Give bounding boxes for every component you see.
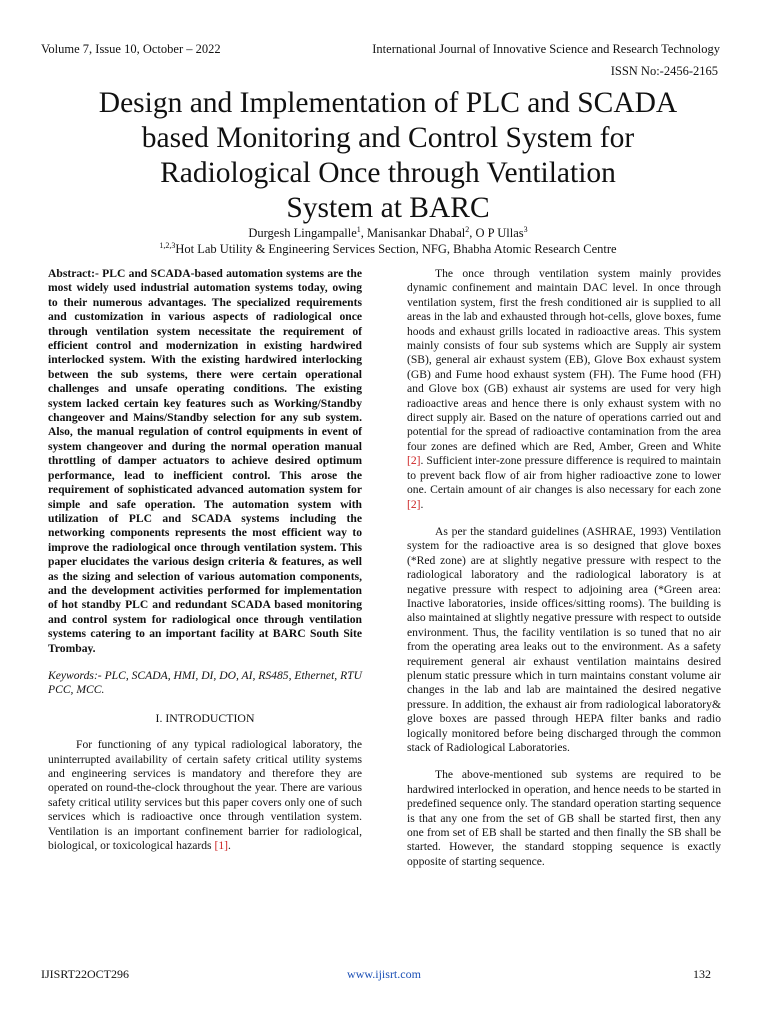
left-column	[48, 267, 362, 866]
abstract: Abstract:- PLC and SCADA-based automation systems are the most widely used industrial automation systems today, owing to their numerous advantages. The specialized requirements and customization in various aspects of radiological once through ventilation system necessitate the requirement of efficient control and modernization in existing hardwired interlocked system. With the existing hardwired interlocking between the sub systems, there were certain operational challenges and unsafe operating conditions. The existing system lacked certain key features such as Working/Standby changeover and Mains/Standby selection for any sub system. Also, the manual regulation of control equipments in event of system changeover and during the normal operation manual throttling of damper actuators to achieve desired optimum performance, lead to inefficient control. This arose the requirement of sophisticated advanced automation system for simple and safe operation. The automation system with utilization of PLC and SCADA systems including the networking components represents the most efficient way to improve the radiological once through ventilation system. This paper elucidates the various design criteria & features, as well as the sizing and selection of various automation components, and the development activities performed for implementation of hot standby PLC and redundant SCADA based monitoring and control system for radiological once through ventilation systems catering to an important facility at BARC South Site Trombay.	[48, 267, 362, 655]
section-heading-introduction: I. INTRODUCTION	[155, 710, 255, 725]
author-2: Manisankar Dhabal	[367, 226, 466, 240]
author-1: Durgesh Lingampalle	[248, 226, 357, 240]
keywords: Keywords:- PLC, SCADA, HMI, DI, DO, AI, RS485, Ethernet, RTU PCC, MCC.	[48, 668, 362, 697]
title-line-4: System at BARC	[286, 192, 490, 224]
header-journal: International Journal of Innovative Science and Research Technology	[372, 42, 720, 56]
intro-paragraph: For functioning of any typical radiological laboratory, the uninterrupted availability of certain safety critical utility systems and engineering services is mandatory and therefore they are operated on round-the-clock throughout the year. There are various safety critical utility services but this paper covers only one of such services which is radioactive once through ventilation system. Ventilation is an important confinement barrier for radiological, biological, or toxicological hazards [1].	[48, 738, 362, 853]
author-1-sup: 1	[356, 224, 361, 234]
body-text: The once through ventilation system mainly provides dynamic confinement and maintain DAC level. In once through ventilation system, first the fresh conditioned air is supplied to all areas in the lab and exhausted through hot-cells, glove boxes, fume hoods and exhaust grills located in radioactive areas. This system mainly consists of four sub systems which are Supply air system (SB), general air exhaust system (EB), Glove Box exhaust system (GB) and Fume hood exhaust system (FH). The Fume hood (FH) and Glove box (GB) exhaust air systems are used for very high radioactive areas and hence there is only exhaust system with no direct supply air. Based on the nature of operations carried out and potential for the spread of radioactive contamination from the area four zones are defined which are Red, Amber, Green and White	[407, 267, 721, 453]
author-3: O P Ullas	[475, 226, 524, 240]
body-paragraph: As per the standard guidelines (ASHRAE, 1993) Ventilation system for the radioactive area is so designed that glove boxes (*Red zone) are at slightly negative pressure with respect to the radiological laboratory and the radiological laboratory is at negative pressure with respect to adjoining area (*Green area: Inactive laboratories, inside offices/sitting rooms). The building is also maintained at slightly negative pressure with respect to outside environment. Thus, the facility ventilation is so tuned that no air from the operating area leaks out to the environment. As a safety requirement general air exhaust ventilation maintains desired plenum static pressure which in turn maintains constant volume air changes in the lab and lab are maintained the desired negative pressure. In addition, the exhaust air from radiological laboratory& glove boxes are passed through HEPA filter banks and radio logically monitored before being discharged through the common stack of Radiological Laboratories.	[407, 524, 721, 754]
body-paragraph: The once through ventilation system mainly provides dynamic confinement and maintain DAC level. In once through ventilation system, first the fresh conditioned air is supplied to all areas in the lab and exhausted through hot-cells, glove boxes, fume hoods and exhaust grills located in radioactive areas. This system mainly consists of four sub systems which are Supply air system (SB), general air exhaust system (EB), Glove Box exhaust system (GB) and Fume hood exhaust system (FH). The Fume hood (FH) and Glove box (GB) exhaust air systems are used for very high radioactive areas and hence there is only exhaust system with no direct supply air. Based on the nature of operations carried out and potential for the spread of radioactive contamination from the area four zones are defined which are Red, Amber, Green and White [2]. Sufficient inter-zone pressure difference is required to maintain to prevent back flow of air from higher radioactive zone to lower one. Certain amount of air changes is also necessary for each zone [2].	[407, 267, 721, 511]
page-number: 132	[693, 967, 711, 981]
citation-link[interactable]: [2]	[407, 497, 421, 511]
footer-paper-id: IJISRT22OCT296	[41, 967, 129, 981]
footer-website-link[interactable]: www.ijisrt.com	[347, 967, 421, 981]
paper-title	[40, 86, 736, 226]
body-paragraph: The above-mentioned sub systems are required to be hardwired interlocked in operation, and hence needs to be started in predefined sequence only. The standard operation starting sequence is that any one from the set of GB shall be started first, then any one from set of EB shall be started and then finally the SB shall be started. However, the standard stopping sequence is exactly opposite of starting sequence.	[407, 768, 721, 868]
citation-link[interactable]: [2]	[407, 454, 421, 468]
citation-link[interactable]: [1]	[214, 839, 228, 853]
affiliation	[40, 242, 736, 257]
author-3-sup: 3	[523, 224, 528, 234]
header-volume: Volume 7, Issue 10, October – 2022	[41, 42, 221, 56]
title-line-1: Design and Implementation of PLC and SCADA	[98, 87, 678, 119]
intro-text: For functioning of any typical radiological laboratory, the uninterrupted availability of certain safety critical utility systems and engineering services is mandatory and therefore they are operated on round-the-clock throughout the year. There are various safety critical utility services but this paper covers only one of such services which is radioactive once through ventilation system. Ventilation is an important confinement barrier for radiological, biological, or toxicological hazards	[48, 738, 362, 853]
body-text: . Sufficient inter-zone pressure difference is required to maintain to prevent back flow of air from higher radioactive zone to lower one. Certain amount of air changes is also necessary for each zone	[407, 454, 721, 497]
author-2-sup: 2	[465, 224, 470, 234]
title-line-3: Radiological Once through Ventilation	[160, 157, 616, 189]
author-list: Durgesh Lingampalle$^1$, Manisankar Dhabal$^2$, O P Ullas$^3$	[248, 224, 528, 240]
header-issn: ISSN No:-2456-2165	[610, 64, 718, 78]
title-line-2: based Monitoring and Control System for	[141, 122, 635, 154]
affiliation-text: Hot Lab Utility & Engineering Services Section, NFG, Bhabha Atomic Research Centre	[175, 242, 617, 256]
right-column	[407, 267, 721, 882]
affiliation-sup: 1,2,3	[159, 240, 176, 250]
